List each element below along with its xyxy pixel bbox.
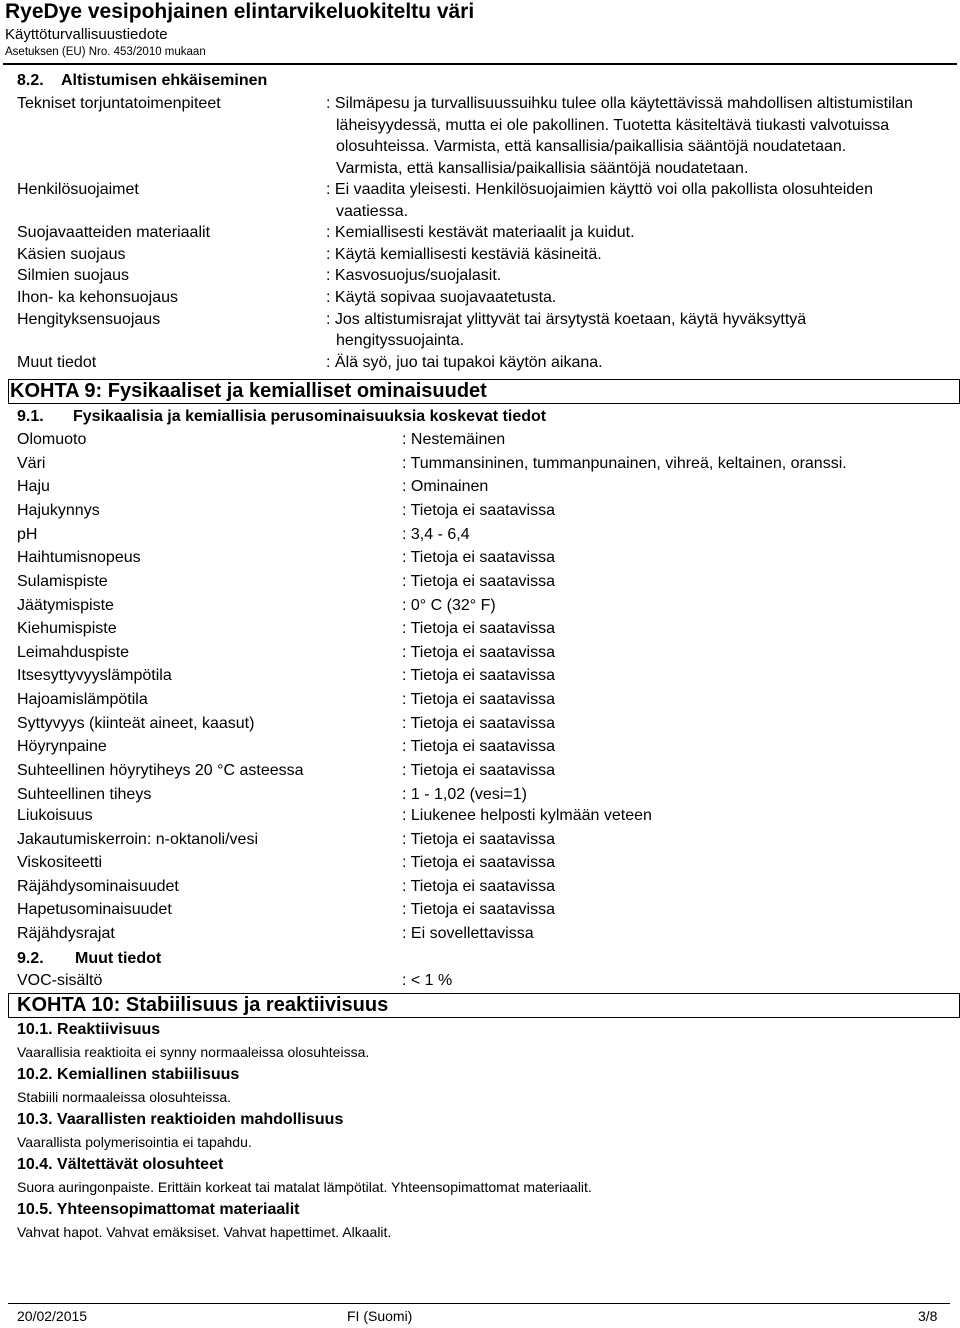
- footer-language: FI (Suomi): [347, 1308, 413, 1324]
- section-9-1-number: 9.1.: [17, 408, 44, 425]
- s10-item-title: 10.5. Yhteensopimattomat materiaalit: [17, 1201, 300, 1218]
- voc-label: VOC-sisältö: [17, 972, 103, 989]
- prop-value: : Tietoja ei saatavissa: [402, 644, 555, 661]
- s8-value-respiratory-1: : Jos altistumisrajat ylittyvät tai ärsytystä koetaan, käytä hyväksyttyä: [326, 311, 807, 328]
- prop-value: : Liukenee helposti kylmään veteen: [402, 807, 652, 824]
- section-8-2-number: 8.2.: [17, 72, 44, 89]
- section-9-2-title: Muut tiedot: [75, 950, 162, 967]
- document-subtitle: Käyttöturvallisuustiedote: [5, 26, 168, 43]
- s8-label-respiratory: Hengityksensuojaus: [17, 311, 161, 328]
- prop-label: Itsesyttyvyyslämpötila: [17, 667, 172, 684]
- prop-label: Jäätymispiste: [17, 597, 114, 614]
- s10-item-text: Vahvat hapot. Vahvat emäksiset. Vahvat hapettimet. Alkaalit.: [17, 1224, 392, 1240]
- prop-label: Leimahduspiste: [17, 644, 130, 661]
- prop-label: Syttyvyys (kiinteät aineet, kaasut): [17, 715, 255, 732]
- prop-value: : Tietoja ei saatavissa: [402, 878, 555, 895]
- prop-label: Liukoisuus: [17, 807, 93, 824]
- s10-item-text: Vaarallisia reaktioita ei synny normaaleissa olosuhteissa.: [17, 1044, 370, 1060]
- section-9-heading-box: [8, 379, 960, 404]
- prop-value: : Tietoja ei saatavissa: [402, 667, 555, 684]
- prop-label: pH: [17, 526, 38, 543]
- s10-item-title: 10.2. Kemiallinen stabiilisuus: [17, 1066, 240, 1083]
- prop-value: : Tietoja ei saatavissa: [402, 854, 555, 871]
- s8-label-ppe: Henkilösuojaimet: [17, 181, 139, 198]
- prop-label: Sulamispiste: [17, 573, 108, 590]
- s8-value-technical-2: läheisyydessä, mutta ei ole pakollinen. Tuotetta käsiteltävä tiukasti valvotuissa: [336, 117, 890, 134]
- prop-label: Hajukynnys: [17, 502, 100, 519]
- voc-value: : < 1 %: [402, 972, 453, 989]
- s8-label-technical: Tekniset torjuntatoimenpiteet: [17, 95, 221, 112]
- prop-label: Hajoamislämpötila: [17, 691, 148, 708]
- prop-label: Haju: [17, 478, 50, 495]
- footer-date: 20/02/2015: [17, 1308, 88, 1324]
- s8-label-hand: Käsien suojaus: [17, 246, 126, 263]
- s8-value-clothing-material: : Kemiallisesti kestävät materiaalit ja kuidut.: [326, 224, 635, 241]
- document-title: RyeDye vesipohjainen elintarvikeluokiteltu väri: [5, 0, 475, 23]
- prop-value: : Tietoja ei saatavissa: [402, 691, 555, 708]
- prop-value: : 1 - 1,02 (vesi=1): [402, 786, 527, 803]
- s8-label-eye: Silmien suojaus: [17, 267, 130, 284]
- prop-label: Kiehumispiste: [17, 620, 117, 637]
- s8-label-other: Muut tiedot: [17, 354, 97, 371]
- prop-label: Räjähdysrajat: [17, 925, 115, 942]
- s8-value-other: : Älä syö, juo tai tupakoi käytön aikana.: [326, 354, 603, 371]
- s8-value-technical-3: olosuhteissa. Varmista, että kansallisia/paikallisia sääntöjä noudatetaan.: [336, 138, 847, 155]
- section-9-2-number: 9.2.: [17, 950, 44, 967]
- s8-value-ppe-1: : Ei vaadita yleisesti. Henkilösuojaimien käyttö voi olla pakollista olosuhteiden: [326, 181, 873, 198]
- prop-value: : Nestemäinen: [402, 431, 506, 448]
- regulation-note: Asetuksen (EU) Nro. 453/2010 mukaan: [5, 46, 206, 58]
- section-10-heading: KOHTA 10: Stabiilisuus ja reaktiivisuus: [17, 994, 389, 1016]
- prop-value: : Tietoja ei saatavissa: [402, 831, 555, 848]
- prop-value: : Tietoja ei saatavissa: [402, 502, 555, 519]
- prop-value: : Tietoja ei saatavissa: [402, 762, 555, 779]
- prop-value: : Tummansininen, tummanpunainen, vihreä, keltainen, oranssi.: [402, 455, 847, 472]
- prop-value: : Tietoja ei saatavissa: [402, 620, 555, 637]
- s8-value-skin: : Käytä sopivaa suojavaatetusta.: [326, 289, 557, 306]
- s8-value-respiratory-2: hengityssuojainta.: [336, 332, 465, 349]
- section-8-2-title: Altistumisen ehkäiseminen: [61, 72, 268, 89]
- prop-value: : Tietoja ei saatavissa: [402, 573, 555, 590]
- s10-item-text: Stabiili normaaleissa olosuhteissa.: [17, 1089, 231, 1105]
- s8-value-eye: : Kasvosuojus/suojalasit.: [326, 267, 502, 284]
- s10-item-title: 10.4. Vältettävät olosuhteet: [17, 1156, 224, 1173]
- s8-label-skin: Ihon- ka kehonsuojaus: [17, 289, 178, 306]
- section-10-heading-box: [8, 993, 960, 1018]
- prop-label: Väri: [17, 455, 46, 472]
- prop-label: Haihtumisnopeus: [17, 549, 141, 566]
- prop-value: : Tietoja ei saatavissa: [402, 549, 555, 566]
- prop-label: Viskositeetti: [17, 854, 103, 871]
- prop-label: Suhteellinen höyrytiheys 20 °C asteessa: [17, 762, 304, 779]
- footer-rule: [8, 1303, 950, 1304]
- prop-value: : 0° C (32° F): [402, 597, 496, 614]
- s8-value-technical-4: Varmista, että kansallisia/paikallisia sääntöjä noudatetaan.: [336, 160, 749, 177]
- prop-value: : 3,4 - 6,4: [402, 526, 470, 543]
- footer-page-number: 3/8: [918, 1308, 938, 1324]
- s8-value-hand: : Käytä kemiallisesti kestäviä käsineitä.: [326, 246, 602, 263]
- prop-label: Jakautumiskerroin: n-oktanoli/vesi: [17, 831, 258, 848]
- s10-item-title: 10.1. Reaktiivisuus: [17, 1021, 161, 1038]
- s10-item-text: Suora auringonpaiste. Erittäin korkeat tai matalat lämpötilat. Yhteensopimattomat materiaalit.: [17, 1179, 592, 1195]
- section-9-heading: KOHTA 9: Fysikaaliset ja kemialliset ominaisuudet: [10, 380, 487, 402]
- header-rule: [3, 63, 957, 65]
- prop-value: : Tietoja ei saatavissa: [402, 715, 555, 732]
- prop-value: : Tietoja ei saatavissa: [402, 901, 555, 918]
- prop-value: : Ei sovellettavissa: [402, 925, 534, 942]
- section-9-1-title: Fysikaalisia ja kemiallisia perusominaisuuksia koskevat tiedot: [73, 408, 547, 425]
- prop-value: : Ominainen: [402, 478, 489, 495]
- prop-value: : Tietoja ei saatavissa: [402, 738, 555, 755]
- prop-label: Höyrynpaine: [17, 738, 107, 755]
- s10-item-text: Vaarallista polymerisointia ei tapahdu.: [17, 1134, 252, 1150]
- prop-label: Räjähdysominaisuudet: [17, 878, 179, 895]
- s10-item-title: 10.3. Vaarallisten reaktioiden mahdollisuus: [17, 1111, 344, 1128]
- prop-label: Hapetusominaisuudet: [17, 901, 172, 918]
- s8-value-technical-1: : Silmäpesu ja turvallisuussuihku tulee olla käytettävissä mahdollisen altistumistilan: [326, 95, 913, 112]
- s8-label-clothing-material: Suojavaatteiden materiaalit: [17, 224, 211, 241]
- s8-value-ppe-2: vaatiessa.: [336, 203, 409, 220]
- prop-label: Olomuoto: [17, 431, 87, 448]
- prop-label: Suhteellinen tiheys: [17, 786, 152, 803]
